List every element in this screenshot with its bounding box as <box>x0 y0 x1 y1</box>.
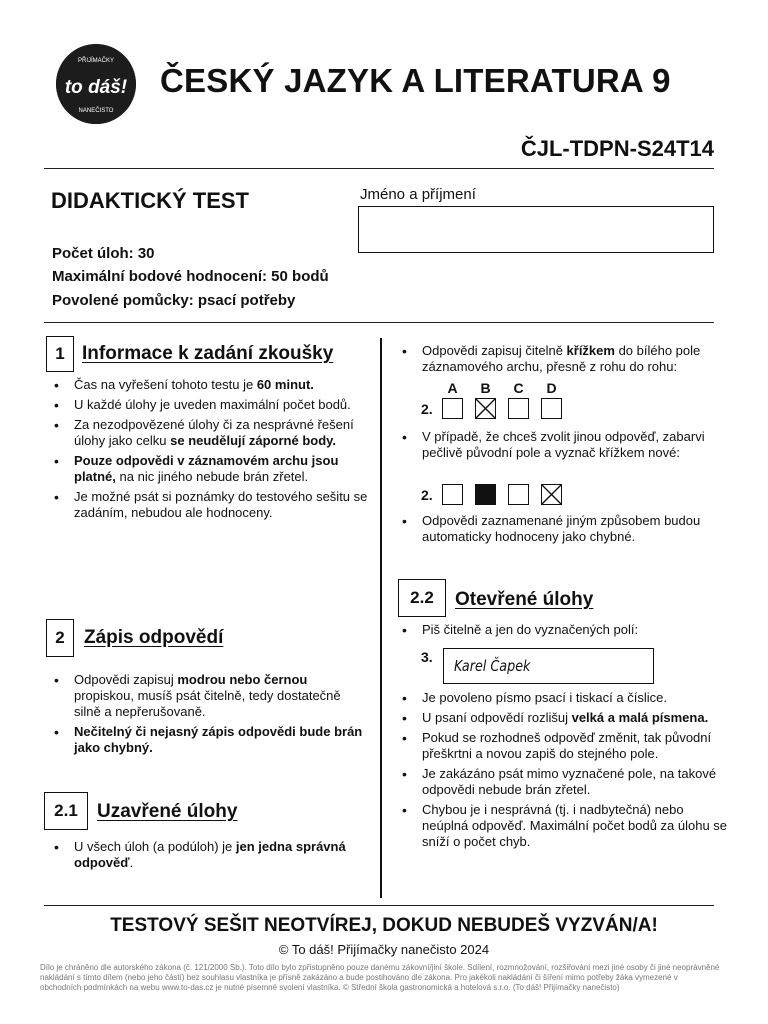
legal-notice: Dílo je chráněno dle autorského zákona (č. 121/2000 Sb.). Toto dílo bylo zpřístupněno pouze danému zákovní/jiní škole. Sdílení, rozmnožování, rozšiřování mezi jiné osoby či jiné neoprávněné nakládání s tímto dílem (nebo jeho částí) bez souhlasu vlastníka je přísně zakázáno a bude postihováno dle zákona. Pro jakékoli nakládání či šíření mimo potřeby žáka vymezené v obchodních podmínkách na webu www.to-das.cz je nutné písemné svolení vlastníka. © Střední škola gastronomická a hotelová s.r.o. (To dáš! Přijímačky nanečisto) <box>40 963 720 992</box>
logo-text: to dáš! <box>64 77 128 98</box>
name-field[interactable] <box>358 206 714 253</box>
header-divider <box>44 168 714 169</box>
invalid-answer-list <box>400 513 730 549</box>
list-item: • Je zakázáno psát mimo vyznačené pole, na takové odpovědi nebude brán zřetel. <box>400 766 730 798</box>
answer-box-c[interactable] <box>508 484 529 505</box>
section-2-number: 2 <box>46 619 74 657</box>
example-row-label-2: 2. <box>421 487 433 503</box>
section-2-list <box>52 672 370 760</box>
footer-warning: TESTOVÝ SEŠIT NEOTVÍREJ, DOKUD NEBUDEŠ VYZVÁN/A! <box>110 915 658 936</box>
answer-change-list <box>400 429 730 465</box>
answer-box-b-filled[interactable] <box>475 484 496 505</box>
section-2-1-number: 2.1 <box>44 792 88 830</box>
list-item: • Nečitelný či nejasný zápis odpovědi bude brán jako chybný. <box>52 724 370 756</box>
section-2-2-intro <box>400 622 730 642</box>
section-2-2-list <box>400 690 730 854</box>
option-letter-a: A <box>447 380 458 396</box>
answer-rules-list <box>400 343 730 379</box>
test-title: DIDAKTICKÝ TEST <box>51 188 249 213</box>
footer-copyright: © To dáš! Přijímačky nanečisto 2024 <box>278 942 490 957</box>
section-1-title: Informace k zadání zkoušky <box>82 343 334 364</box>
list-item: • U všech úloh (a podúloh) je jen jedna správná odpověď. <box>52 839 370 871</box>
option-letter-d: D <box>546 380 557 396</box>
list-item: • Je možné psát si poznámky do testového sešitu se zadáním, nebudou ale hodnoceny. <box>52 489 370 521</box>
max-points: Maximální bodové hodnocení: 50 bodů <box>52 268 329 285</box>
list-item: • U psaní odpovědí rozlišuj velká a malá písmena. <box>400 710 730 726</box>
list-item: • Odpovědi zapisuj modrou nebo černou propiskou, musíš psát čitelně, tedy dostatečně silně a nepřerušovaně. <box>52 672 370 720</box>
list-item: • V případě, že chceš zvolit jinou odpověď, zabarvi pečlivě původní pole a vyznač křížkem nové: <box>400 429 730 461</box>
to-das-logo-icon <box>56 44 136 124</box>
list-item: • Je povoleno písmo psací i tiskací a číslice. <box>400 690 730 706</box>
list-item: • Za nezodpovězené úlohy či za nesprávné řešení úlohy jako celku se neudělují záporné body. <box>52 417 370 449</box>
section-2-title: Zápis odpovědí <box>84 627 224 648</box>
answer-box-d[interactable] <box>541 398 562 419</box>
logo-ring-bottom: NANEČISTO <box>78 108 114 114</box>
cross-icon <box>542 485 561 504</box>
column-divider <box>380 338 382 898</box>
option-letter-c: C <box>513 380 524 396</box>
answer-box-d-crossed[interactable] <box>541 484 562 505</box>
cross-icon <box>476 399 495 418</box>
option-letter-b: B <box>480 380 491 396</box>
tasks-count: Počet úloh: 30 <box>52 245 155 262</box>
footer-divider <box>44 905 714 906</box>
test-code: ČJL-TDPN-S24T14 <box>520 136 714 161</box>
example-row-label: 2. <box>421 401 433 417</box>
open-answer-handwriting: Karel Čapek <box>454 657 531 675</box>
logo-ring-top: PŘIJÍMAČKY <box>77 58 115 64</box>
section-2-2-number: 2.2 <box>398 579 446 617</box>
section-1-list <box>52 377 370 525</box>
info-divider <box>44 322 714 323</box>
list-item: • Odpovědi zaznamenané jiným způsobem budou automaticky hodnoceny jako chybné. <box>400 513 730 545</box>
allowed-tools: Povolené pomůcky: psací potřeby <box>52 292 296 309</box>
answer-box-b-crossed[interactable] <box>475 398 496 419</box>
answer-box-a[interactable] <box>442 484 463 505</box>
section-1-number: 1 <box>46 336 74 372</box>
list-item: • Piš čitelně a jen do vyznačených polí: <box>400 622 730 638</box>
list-item: • Chybou je i nesprávná (tj. i nadbytečná) nebo neúplná odpověď. Maximální počet bodů za úlohu se sníží o počet chyb. <box>400 802 730 850</box>
list-item: • Pokud se rozhodneš odpověď změnit, tak původní přeškrtni a novou zapiš do stejného pole. <box>400 730 730 762</box>
list-item: • Pouze odpovědi v záznamovém archu jsou platné, na nic jiného nebude brán zřetel. <box>52 453 370 485</box>
section-2-1-title: Uzavřené úlohy <box>97 801 238 822</box>
list-item: • Čas na vyřešení tohoto testu je 60 minut. <box>52 377 370 393</box>
name-label: Jméno a příjmení <box>360 186 476 203</box>
page-title: ČESKÝ JAZYK A LITERATURA 9 <box>160 62 671 99</box>
section-2-1-list <box>52 839 370 875</box>
answer-box-a[interactable] <box>442 398 463 419</box>
section-2-2-title: Otevřené úlohy <box>455 589 594 610</box>
list-item: • Odpovědi zapisuj čitelně křížkem do bílého pole záznamového archu, přesně z rohu do rohu: <box>400 343 730 375</box>
open-answer-label: 3. <box>421 649 433 665</box>
answer-box-c[interactable] <box>508 398 529 419</box>
logo <box>56 44 136 124</box>
list-item: • U každé úlohy je uveden maximální počet bodů. <box>52 397 370 413</box>
